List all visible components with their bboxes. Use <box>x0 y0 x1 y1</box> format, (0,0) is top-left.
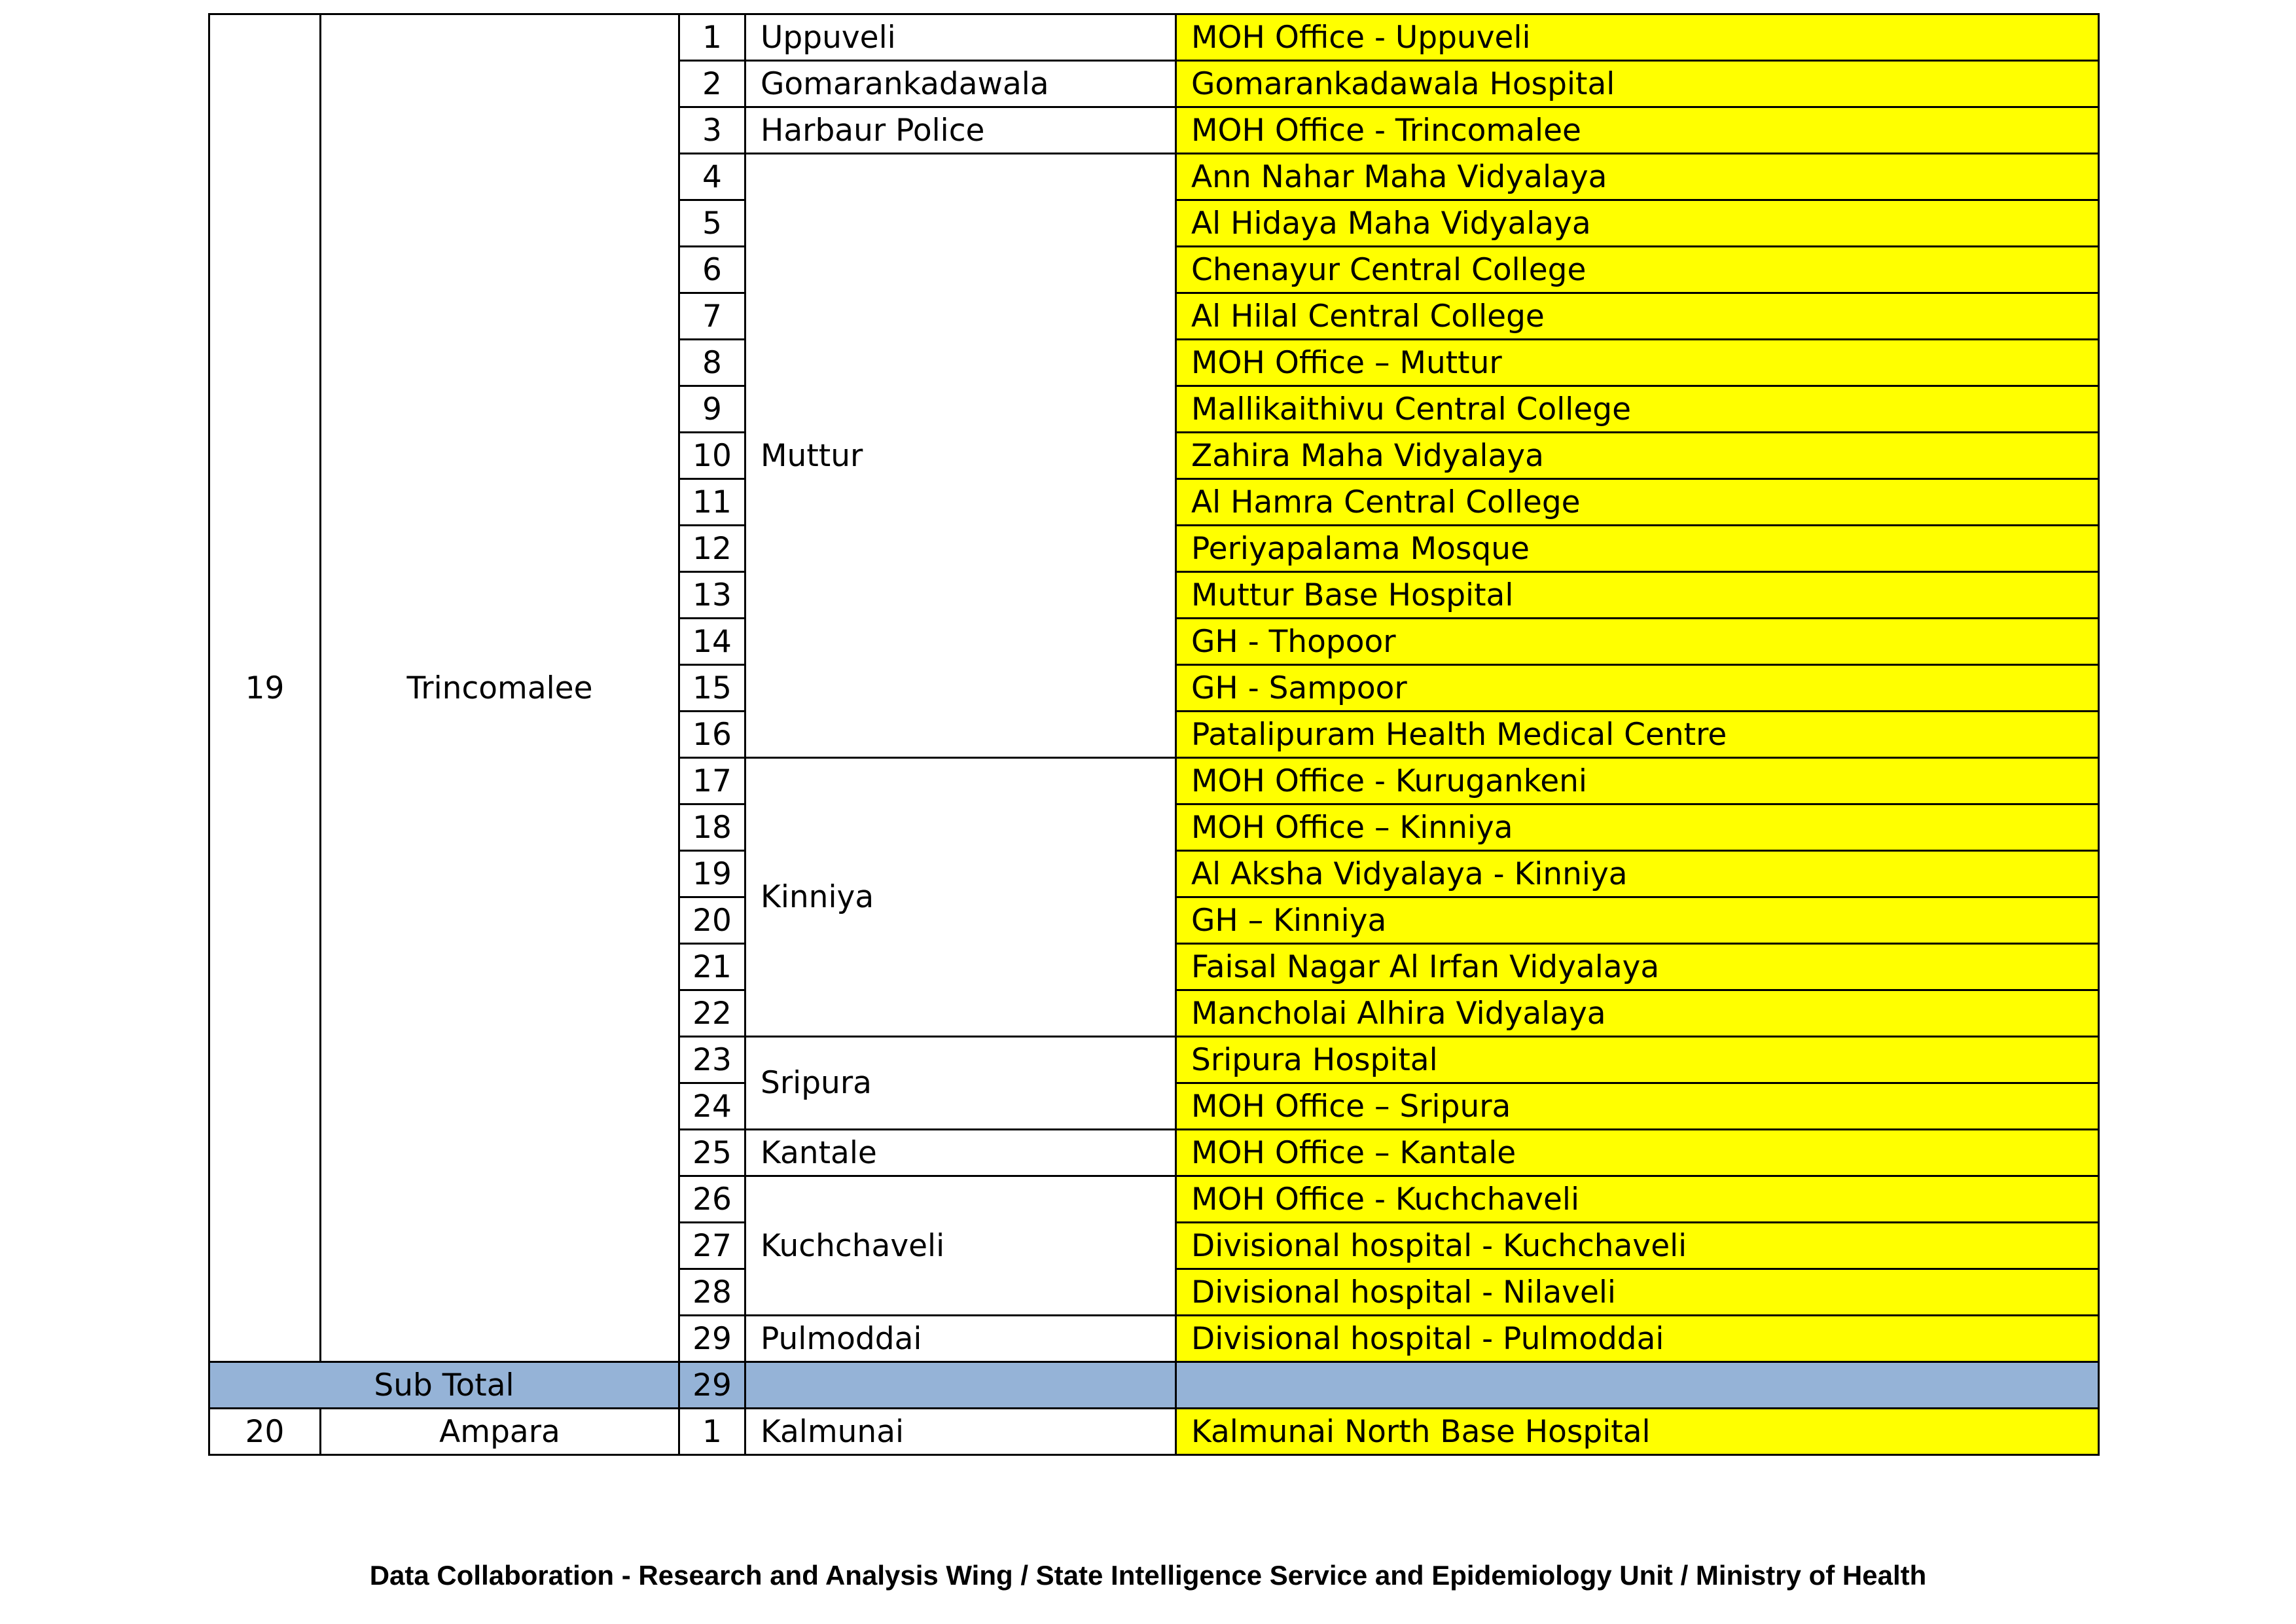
center-place: MOH Office - Uppuveli <box>1176 14 2099 61</box>
center-index: 5 <box>679 200 745 247</box>
moh-area-name: Gomarankadawala <box>745 61 1176 107</box>
center-place: Ann Nahar Maha Vidyalaya <box>1176 154 2099 200</box>
center-place: Sripura Hospital <box>1176 1037 2099 1083</box>
center-place: MOH Office – Muttur <box>1176 340 2099 386</box>
center-place: MOH Office - Kuchchaveli <box>1176 1176 2099 1223</box>
center-index: 9 <box>679 386 745 433</box>
district-name: Ampara <box>321 1409 679 1455</box>
center-place: Gomarankadawala Hospital <box>1176 61 2099 107</box>
center-place: Mancholai Alhira Vidyalaya <box>1176 990 2099 1037</box>
moh-area-name: Sripura <box>745 1037 1176 1130</box>
district-number: 20 <box>209 1409 321 1455</box>
center-index: 25 <box>679 1130 745 1176</box>
center-index: 2 <box>679 61 745 107</box>
moh-area-name: Uppuveli <box>745 14 1176 61</box>
center-index: 3 <box>679 107 745 154</box>
moh-area-name: Kuchchaveli <box>745 1176 1176 1316</box>
center-index: 8 <box>679 340 745 386</box>
center-place: GH - Sampoor <box>1176 665 2099 712</box>
table-row <box>209 14 2099 61</box>
center-place: Al Hidaya Maha Vidyalaya <box>1176 200 2099 247</box>
subtotal-empty-place <box>1176 1362 2099 1409</box>
center-place: Patalipuram Health Medical Centre <box>1176 712 2099 758</box>
table-row <box>209 1409 2099 1455</box>
moh-area-name: Muttur <box>745 154 1176 758</box>
center-index: 4 <box>679 154 745 200</box>
center-index: 14 <box>679 619 745 665</box>
moh-area-name: Kalmunai <box>745 1409 1176 1455</box>
center-index: 19 <box>679 851 745 897</box>
center-index: 28 <box>679 1269 745 1316</box>
center-place: Al Aksha Vidyalaya - Kinniya <box>1176 851 2099 897</box>
center-place: Faisal Nagar Al Irfan Vidyalaya <box>1176 944 2099 990</box>
center-index: 1 <box>679 1409 745 1455</box>
center-index: 17 <box>679 758 745 804</box>
center-index: 29 <box>679 1316 745 1362</box>
district-number: 19 <box>209 14 321 1362</box>
center-index: 13 <box>679 572 745 619</box>
center-index: 12 <box>679 526 745 572</box>
district-name: Trincomalee <box>321 14 679 1362</box>
center-place: MOH Office – Kinniya <box>1176 804 2099 851</box>
center-index: 6 <box>679 247 745 293</box>
footer-credit: Data Collaboration - Research and Analysis Wing / State Intelligence Service and Epidemiology Unit / Ministry of Health <box>369 1560 1927 1591</box>
center-index: 22 <box>679 990 745 1037</box>
table-body <box>209 14 2099 1455</box>
center-index: 16 <box>679 712 745 758</box>
subtotal-count: 29 <box>679 1362 745 1409</box>
center-place: MOH Office - Trincomalee <box>1176 107 2099 154</box>
center-index: 23 <box>679 1037 745 1083</box>
center-place: Periyapalama Mosque <box>1176 526 2099 572</box>
center-place: Zahira Maha Vidyalaya <box>1176 433 2099 479</box>
center-place: Mallikaithivu Central College <box>1176 386 2099 433</box>
moh-area-name: Pulmoddai <box>745 1316 1176 1362</box>
center-index: 10 <box>679 433 745 479</box>
subtotal-label: Sub Total <box>209 1362 679 1409</box>
center-index: 7 <box>679 293 745 340</box>
center-place: Chenayur Central College <box>1176 247 2099 293</box>
center-index: 21 <box>679 944 745 990</box>
center-place: Kalmunai North Base Hospital <box>1176 1409 2099 1455</box>
subtotal-row <box>209 1362 2099 1409</box>
center-index: 26 <box>679 1176 745 1223</box>
center-place: Muttur Base Hospital <box>1176 572 2099 619</box>
moh-area-name: Kantale <box>745 1130 1176 1176</box>
center-place: GH - Thopoor <box>1176 619 2099 665</box>
subtotal-empty-moh <box>745 1362 1176 1409</box>
center-index: 24 <box>679 1083 745 1130</box>
center-place: Al Hilal Central College <box>1176 293 2099 340</box>
moh-area-name: Kinniya <box>745 758 1176 1037</box>
center-place: Divisional hospital - Kuchchaveli <box>1176 1223 2099 1269</box>
center-place: Al Hamra Central College <box>1176 479 2099 526</box>
center-place: MOH Office - Kurugankeni <box>1176 758 2099 804</box>
center-place: GH – Kinniya <box>1176 897 2099 944</box>
vaccination-centers-table <box>208 13 2100 1456</box>
center-index: 20 <box>679 897 745 944</box>
center-place: Divisional hospital - Nilaveli <box>1176 1269 2099 1316</box>
center-index: 27 <box>679 1223 745 1269</box>
center-index: 1 <box>679 14 745 61</box>
center-place: MOH Office – Sripura <box>1176 1083 2099 1130</box>
center-place: Divisional hospital - Pulmoddai <box>1176 1316 2099 1362</box>
moh-area-name: Harbaur Police <box>745 107 1176 154</box>
center-place: MOH Office – Kantale <box>1176 1130 2099 1176</box>
center-index: 18 <box>679 804 745 851</box>
center-index: 15 <box>679 665 745 712</box>
center-index: 11 <box>679 479 745 526</box>
